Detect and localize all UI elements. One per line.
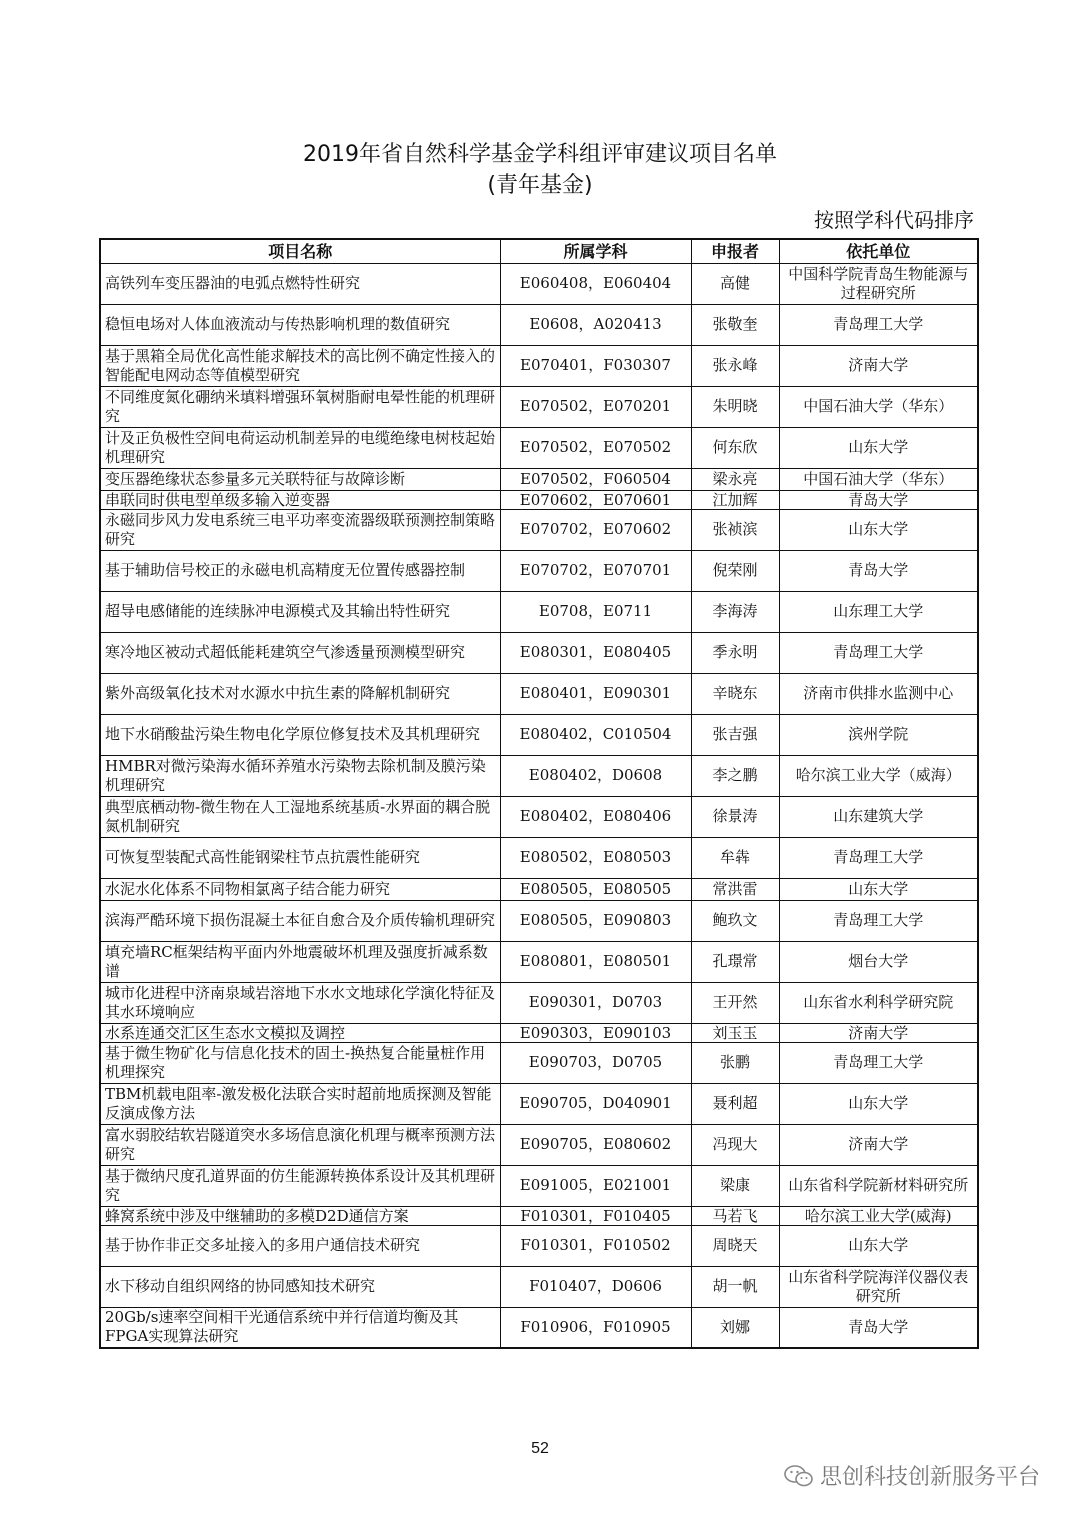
project-name-cell-text: 基于辅助信号校正的永磁电机高精度无位置传感器控制 [105, 561, 466, 579]
subject-cell-text: E080301，E080405 [519, 643, 672, 661]
unit-cell [779, 304, 978, 345]
unit-cell [779, 941, 978, 982]
subject-cell-text: E070502，E070502 [519, 438, 672, 456]
applicant-cell-text: 冯现大 [712, 1135, 758, 1153]
unit-cell [779, 1124, 978, 1165]
subject-cell-text: E090301，D0703 [528, 993, 663, 1011]
applicant-cell [691, 837, 779, 878]
project-name-cell-text: TBM机载电阻率-激发极化法联合实时超前地质探测及智能反演成像方法 [105, 1084, 492, 1122]
project-name-cell-text: 富水弱胶结软岩隧道突水多场信息演化机理与概率预测方法研究 [105, 1125, 496, 1163]
header-applicant: 申报者 [691, 239, 779, 263]
unit-cell-text: 济南大学 [848, 1135, 909, 1153]
applicant-cell [691, 1083, 779, 1124]
applicant-cell-text: 辛晓东 [712, 684, 758, 702]
subject-cell [500, 1023, 691, 1042]
unit-cell-text: 青岛理工大学 [833, 1053, 924, 1071]
project-name-cell [100, 755, 500, 796]
subject-cell-text: E080801，E080501 [519, 952, 672, 970]
subject-cell [500, 1083, 691, 1124]
applicant-cell-text: 何东欣 [712, 438, 758, 456]
subject-cell [500, 1266, 691, 1307]
header-unit: 依托单位 [779, 239, 978, 263]
project-name-cell [100, 490, 500, 509]
subject-cell [500, 878, 691, 900]
unit-cell-text: 烟台大学 [848, 952, 909, 970]
subject-cell-text: E060408，E060404 [519, 274, 672, 292]
table-row [100, 490, 978, 509]
subject-cell-text: F010301，F010405 [520, 1206, 671, 1225]
project-name-cell-text: 不同维度氮化硼纳米填料增强环氧树脂耐电晕性能的机理研究 [105, 387, 496, 425]
subject-cell [500, 837, 691, 878]
unit-cell-text: 山东省水利科学研究院 [803, 993, 954, 1011]
subject-cell [500, 796, 691, 837]
applicant-cell-text: 朱明晓 [712, 397, 758, 415]
applicant-cell-text: 胡一帆 [712, 1277, 758, 1295]
project-name-cell-text: 寒冷地区被动式超低能耗建筑空气渗透量预测模型研究 [105, 643, 466, 661]
applicant-cell-text: 张永峰 [712, 356, 758, 374]
project-name-cell-text: 滨海严酷环境下损伤混凝土本征自愈合及介质传输机理研究 [105, 911, 496, 929]
subject-cell [500, 509, 691, 550]
applicant-cell-text: 张吉强 [712, 725, 758, 743]
unit-cell [779, 1225, 978, 1266]
project-name-cell-text: 串联同时供电型单级多输入逆变器 [105, 490, 331, 509]
project-name-cell-text: 城市化进程中济南泉域岩溶地下水水文地球化学演化特征及其水环境响应 [105, 983, 496, 1021]
project-name-cell [100, 1165, 500, 1206]
applicant-cell [691, 490, 779, 509]
applicant-cell [691, 1307, 779, 1348]
table-row [100, 982, 978, 1023]
unit-cell-text: 山东省科学院新材料研究所 [788, 1176, 969, 1194]
subject-cell-text: E070602，E070601 [519, 490, 672, 509]
subject-cell-text: E0608，A020413 [529, 315, 662, 333]
project-name-cell [100, 591, 500, 632]
project-name-cell-text: 20Gb/s速率空间相干光通信系统中并行信道均衡及其FPGA实现算法研究 [105, 1308, 459, 1346]
unit-cell [779, 900, 978, 941]
table-row [100, 878, 978, 900]
project-name-cell-text: 基于协作非正交多址接入的多用户通信技术研究 [105, 1236, 421, 1254]
unit-cell [779, 509, 978, 550]
project-name-cell-text: 基于黑箱全局优化高性能求解技术的高比例不确定性接入的智能配电网动态等值模型研究 [105, 346, 496, 384]
applicant-cell [691, 386, 779, 427]
applicant-cell [691, 1124, 779, 1165]
unit-cell [779, 468, 978, 490]
unit-cell [779, 1206, 978, 1225]
subject-cell-text: E080505，E080505 [519, 879, 672, 898]
project-name-cell [100, 1042, 500, 1083]
applicant-cell-text: 王开然 [712, 993, 758, 1011]
project-name-cell [100, 632, 500, 673]
unit-cell-text: 山东理工大学 [833, 602, 924, 620]
table-row [100, 591, 978, 632]
unit-cell [779, 427, 978, 468]
subject-cell-text: E080402，D0608 [528, 766, 663, 784]
subject-cell-text: E070401，F030307 [520, 356, 671, 374]
applicant-cell [691, 941, 779, 982]
header-project-name: 项目名称 [100, 239, 500, 263]
unit-cell [779, 1023, 978, 1042]
table-row [100, 550, 978, 591]
subject-cell [500, 591, 691, 632]
subject-cell [500, 1225, 691, 1266]
subject-cell-text: E090705，E080602 [519, 1135, 672, 1153]
subject-cell [500, 263, 691, 304]
unit-cell-text: 山东省科学院海洋仪器仪表研究所 [788, 1267, 969, 1305]
subject-cell-text: F010407，D0606 [529, 1277, 662, 1295]
project-name-cell-text: 水下移动自组织网络的协同感知技术研究 [105, 1277, 376, 1295]
applicant-cell-text: 刘玉玉 [712, 1023, 758, 1042]
unit-cell [779, 1083, 978, 1124]
project-name-cell [100, 1307, 500, 1348]
table-row [100, 1206, 978, 1225]
table-row [100, 714, 978, 755]
header-subject: 所属学科 [500, 239, 691, 263]
page-number: 52 [531, 1440, 549, 1457]
unit-cell-text: 中国石油大学（华东） [803, 397, 954, 415]
subject-cell-text: E0708，E0711 [538, 602, 653, 620]
applicant-cell [691, 796, 779, 837]
unit-cell-text: 济南市供排水监测中心 [803, 684, 954, 702]
project-name-cell-text: 稳恒电场对人体血液流动与传热影响机理的数值研究 [105, 315, 451, 333]
unit-cell-text: 山东大学 [848, 1094, 909, 1112]
subject-cell-text: E090705，D040901 [519, 1094, 672, 1112]
table-row [100, 345, 978, 386]
project-name-cell-text: 紫外高级氧化技术对水源水中抗生素的降解机制研究 [105, 684, 451, 702]
project-name-cell-text: 基于微生物矿化与信息化技术的固土-换热复合能量桩作用机理探究 [105, 1043, 486, 1081]
subject-cell [500, 1165, 691, 1206]
table-row [100, 1124, 978, 1165]
subject-cell-text: E090703，D0705 [528, 1053, 663, 1071]
unit-cell-text: 济南大学 [848, 1023, 909, 1042]
document-subtitle: (青年基金) [487, 173, 593, 198]
project-name-cell [100, 837, 500, 878]
unit-cell [779, 982, 978, 1023]
unit-cell [779, 263, 978, 304]
table-row [100, 755, 978, 796]
applicant-cell [691, 345, 779, 386]
applicant-cell [691, 714, 779, 755]
unit-cell [779, 1307, 978, 1348]
table-row [100, 900, 978, 941]
unit-cell-text: 滨州学院 [848, 725, 909, 743]
subject-cell [500, 982, 691, 1023]
table-header-row [100, 239, 978, 263]
project-table [99, 238, 979, 1349]
subject-cell-text: E090303，E090103 [519, 1023, 672, 1042]
applicant-cell [691, 1165, 779, 1206]
project-name-cell [100, 900, 500, 941]
project-name-cell-text: 水泥水化体系不同物相氯离子结合能力研究 [105, 879, 391, 898]
applicant-cell [691, 673, 779, 714]
table-row [100, 1225, 978, 1266]
applicant-cell-text: 梁康 [719, 1176, 750, 1194]
subject-cell [500, 673, 691, 714]
applicant-cell [691, 1206, 779, 1225]
subject-cell-text: E080402，E080406 [519, 807, 672, 825]
subject-cell [500, 755, 691, 796]
unit-cell-text: 青岛理工大学 [833, 315, 924, 333]
subject-cell-text: E070502，E070201 [519, 397, 672, 415]
subject-cell-text: E080502，E080503 [519, 848, 672, 866]
project-name-cell [100, 1124, 500, 1165]
table-row [100, 632, 978, 673]
applicant-cell-text: 倪荣刚 [712, 561, 758, 579]
subject-cell [500, 1206, 691, 1225]
table-row [100, 796, 978, 837]
project-name-cell [100, 468, 500, 490]
subject-cell [500, 386, 691, 427]
unit-cell [779, 673, 978, 714]
applicant-cell [691, 982, 779, 1023]
applicant-cell-text: 徐景涛 [712, 807, 758, 825]
unit-cell [779, 386, 978, 427]
applicant-cell-text: 江加辉 [712, 490, 758, 509]
applicant-cell-text: 高健 [719, 274, 750, 292]
unit-cell-text: 青岛大学 [848, 561, 909, 579]
table-row [100, 509, 978, 550]
unit-cell-text: 济南大学 [848, 356, 909, 374]
applicant-cell-text: 张鹏 [719, 1053, 750, 1071]
applicant-cell [691, 509, 779, 550]
watermark-text: 思创科技创新服务平台 [819, 1465, 1040, 1490]
project-name-cell [100, 878, 500, 900]
unit-cell-text: 山东大学 [848, 1236, 909, 1254]
project-name-cell [100, 263, 500, 304]
project-name-cell-text: HMBR对微污染海水循环养殖水污染物去除机制及膜污染机理研究 [105, 756, 486, 794]
applicant-cell [691, 263, 779, 304]
subject-cell [500, 632, 691, 673]
applicant-cell [691, 1225, 779, 1266]
project-name-cell [100, 714, 500, 755]
project-name-cell-text: 超导电感储能的连续脉冲电源模式及其输出特性研究 [105, 602, 451, 620]
unit-cell [779, 1042, 978, 1083]
table-row [100, 468, 978, 490]
project-name-cell [100, 1023, 500, 1042]
project-name-cell [100, 941, 500, 982]
applicant-cell [691, 1023, 779, 1042]
project-name-cell [100, 982, 500, 1023]
project-name-cell [100, 386, 500, 427]
unit-cell [779, 755, 978, 796]
unit-cell [779, 345, 978, 386]
subject-cell-text: F010906，F010905 [520, 1317, 671, 1336]
subject-cell [500, 941, 691, 982]
unit-cell-text: 青岛大学 [848, 1317, 909, 1336]
table-row [100, 1023, 978, 1042]
project-name-cell-text: 水系连通交汇区生态水文模拟及调控 [105, 1023, 346, 1042]
project-name-cell-text: 蜂窝系统中涉及中继辅助的多模D2D通信方案 [105, 1206, 409, 1225]
table-row [100, 1083, 978, 1124]
subject-cell-text: F010301，F010502 [520, 1236, 671, 1254]
applicant-cell [691, 1042, 779, 1083]
project-name-cell-text: 永磁同步风力发电系统三电平功率变流器级联预测控制策略研究 [105, 510, 496, 548]
unit-cell-text: 青岛大学 [848, 490, 909, 509]
applicant-cell-text: 李之鹏 [712, 766, 758, 784]
unit-cell-text: 中国科学院青岛生物能源与过程研究所 [788, 264, 969, 302]
applicant-cell [691, 468, 779, 490]
subject-cell [500, 550, 691, 591]
table-row [100, 673, 978, 714]
applicant-cell-text: 刘娜 [719, 1317, 750, 1336]
unit-cell-text: 青岛理工大学 [833, 643, 924, 661]
table-row [100, 1266, 978, 1307]
unit-cell [779, 591, 978, 632]
unit-cell [779, 490, 978, 509]
project-name-cell [100, 1225, 500, 1266]
project-name-cell-text: 地下水硝酸盐污染生物电化学原位修复技术及其机理研究 [105, 725, 481, 743]
watermark [784, 1460, 1040, 1491]
subject-cell [500, 304, 691, 345]
applicant-cell [691, 632, 779, 673]
subject-cell [500, 468, 691, 490]
applicant-cell [691, 1266, 779, 1307]
applicant-cell-text: 常洪雷 [712, 879, 758, 898]
project-name-cell [100, 427, 500, 468]
unit-cell [779, 1165, 978, 1206]
unit-cell-text: 哈尔滨工业大学（威海） [795, 766, 961, 784]
project-name-cell [100, 304, 500, 345]
project-name-cell [100, 796, 500, 837]
table-row [100, 941, 978, 982]
applicant-cell-text: 梁永亮 [712, 469, 758, 488]
subject-cell [500, 900, 691, 941]
project-name-cell [100, 345, 500, 386]
subject-cell-text: E080505，E090803 [519, 911, 672, 929]
project-name-cell-text: 可恢复型装配式高性能钢梁柱节点抗震性能研究 [105, 848, 421, 866]
project-name-cell [100, 1083, 500, 1124]
applicant-cell-text: 牟犇 [719, 848, 750, 866]
subject-cell [500, 427, 691, 468]
unit-cell [779, 796, 978, 837]
unit-cell-text: 青岛理工大学 [833, 911, 924, 929]
subject-cell-text: E070502，F060504 [520, 469, 671, 488]
unit-cell-text: 山东大学 [848, 438, 909, 456]
subject-cell-text: E070702，E070602 [519, 520, 672, 538]
project-name-cell-text: 典型底栖动物-微生物在人工湿地系统基质-水界面的耦合脱氮机制研究 [105, 797, 491, 835]
table-row [100, 263, 978, 304]
subject-cell-text: E080402，C010504 [519, 725, 672, 743]
applicant-cell-text: 张祯滨 [712, 520, 758, 538]
applicant-cell-text: 张敬奎 [712, 315, 758, 333]
subject-cell [500, 1042, 691, 1083]
project-name-cell-text: 计及正负极性空间电荷运动机制差异的电缆绝缘电树枝起始机理研究 [105, 428, 496, 466]
project-name-cell [100, 550, 500, 591]
table-row [100, 386, 978, 427]
applicant-cell-text: 孔璟常 [712, 952, 758, 970]
applicant-cell [691, 878, 779, 900]
unit-cell [779, 878, 978, 900]
applicant-cell-text: 鲍玖文 [712, 911, 758, 929]
subject-cell [500, 345, 691, 386]
unit-cell-text: 哈尔滨工业大学(威海) [804, 1206, 952, 1225]
subject-cell [500, 490, 691, 509]
unit-cell [779, 714, 978, 755]
unit-cell [779, 550, 978, 591]
table-row [100, 427, 978, 468]
applicant-cell [691, 755, 779, 796]
applicant-cell [691, 900, 779, 941]
unit-cell-text: 山东建筑大学 [833, 807, 924, 825]
subject-cell-text: E080401，E090301 [519, 684, 672, 702]
applicant-cell [691, 550, 779, 591]
subject-cell [500, 1124, 691, 1165]
applicant-cell-text: 季永明 [712, 643, 758, 661]
applicant-cell-text: 李海涛 [712, 602, 758, 620]
unit-cell [779, 632, 978, 673]
project-name-cell-text: 变压器绝缘状态参量多元关联特征与故障诊断 [105, 469, 406, 488]
project-name-cell-text: 基于微纳尺度孔道界面的仿生能源转换体系设计及其机理研究 [105, 1166, 496, 1204]
unit-cell [779, 837, 978, 878]
table-row [100, 304, 978, 345]
applicant-cell [691, 591, 779, 632]
applicant-cell-text: 周晓天 [712, 1236, 758, 1254]
subject-cell-text: E091005，E021001 [519, 1176, 672, 1194]
unit-cell [779, 1266, 978, 1307]
subject-cell [500, 714, 691, 755]
table-row [100, 1165, 978, 1206]
table-row [100, 837, 978, 878]
project-name-cell-text: 高铁列车变压器油的电弧点燃特性研究 [105, 274, 361, 292]
unit-cell-text: 中国石油大学（华东） [803, 469, 954, 488]
table-row [100, 1307, 978, 1348]
subject-cell-text: E070702，E070701 [519, 561, 672, 579]
project-name-cell [100, 1266, 500, 1307]
sort-note: 按照学科代码排序 [814, 208, 974, 232]
applicant-cell-text: 聂利超 [712, 1094, 758, 1112]
unit-cell-text: 山东大学 [848, 520, 909, 538]
unit-cell-text: 山东大学 [848, 879, 909, 898]
subject-cell [500, 1307, 691, 1348]
document-title: 2019年省自然科学基金学科组评审建议项目名单 [303, 142, 777, 167]
wechat-icon [784, 1464, 814, 1488]
applicant-cell [691, 304, 779, 345]
applicant-cell-text: 马若飞 [712, 1206, 758, 1225]
project-name-cell-text: 填充墙RC框架结构平面内外地震破坏机理及强度折减系数谱 [105, 942, 488, 980]
project-name-cell [100, 509, 500, 550]
unit-cell-text: 青岛理工大学 [833, 848, 924, 866]
applicant-cell [691, 427, 779, 468]
project-name-cell [100, 1206, 500, 1225]
table-row [100, 1042, 978, 1083]
project-name-cell [100, 673, 500, 714]
